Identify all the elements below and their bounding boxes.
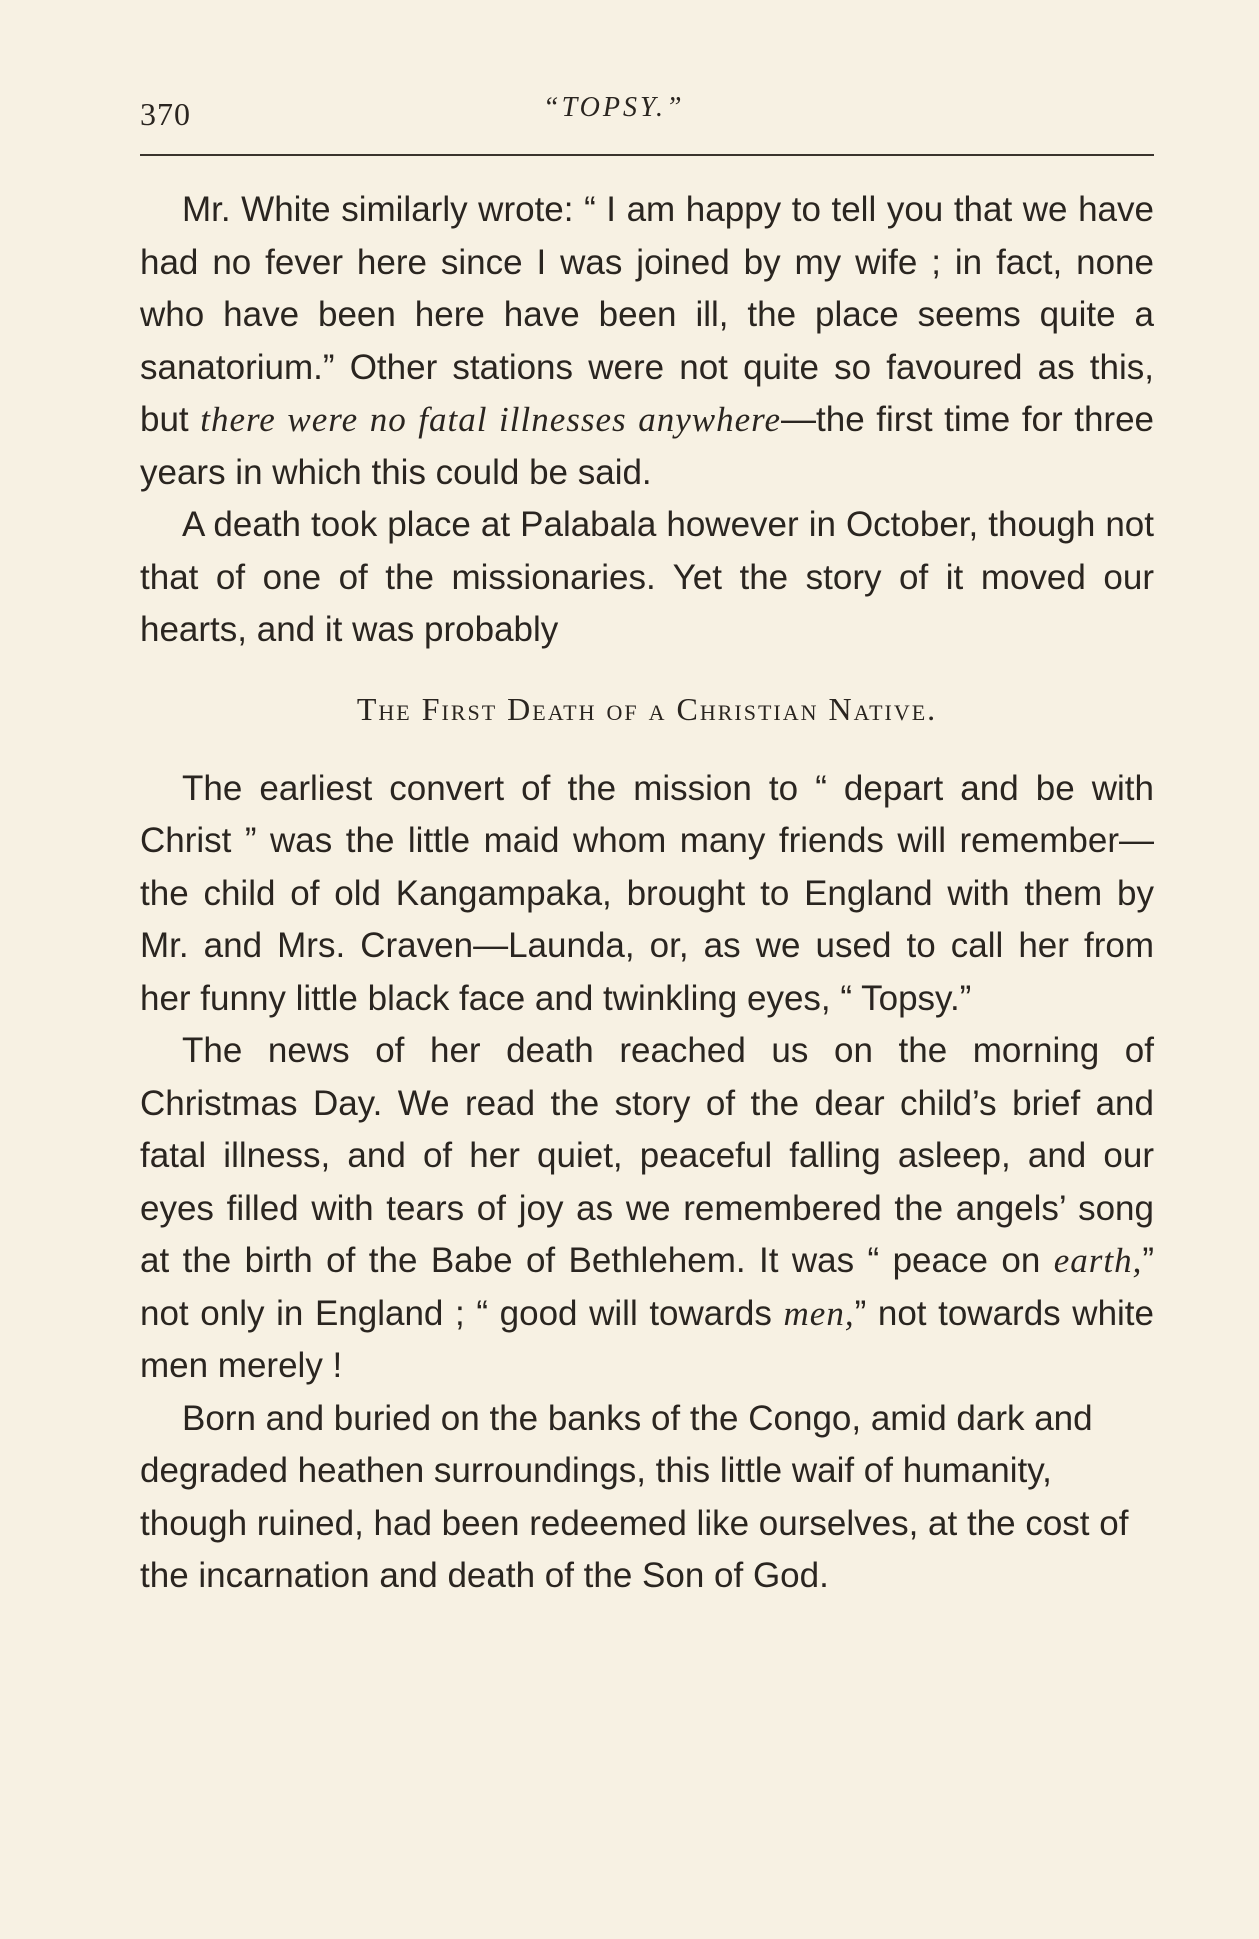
paragraph-4-emphasis-men: men,: [783, 1293, 855, 1333]
section-heading: The First Death of a Christian Native.: [356, 690, 938, 727]
paragraph-4: [140, 1025, 1154, 1393]
running-title: “TOPSY.”: [543, 92, 685, 123]
paragraph-4-text-c: ” not towards white men merely !: [140, 1293, 1154, 1385]
body-text: [140, 184, 1154, 1603]
paragraph-4-text-b: ” not only in England ; “ good will towards: [140, 1241, 1154, 1333]
paragraph-1: [140, 184, 1154, 499]
paragraph-1-text-b: —the first time for three years in which this could be said.: [140, 400, 1154, 492]
page-number: 370: [140, 96, 191, 132]
paragraph-5: Born and buried on the banks of the Congo, amid dark and degraded heathen surroundings, this little waif of humanity, though ruined, had been redeemed like ourselves, at the cost of the incarnation and death of the Son of God.: [140, 1398, 1129, 1595]
paragraph-4-text-a: The news of her death reached us on the morning of Christmas Day. We read the story of the dear child’s brief and fatal illness, and of her quiet, peaceful falling asleep, and our eyes filled with tears of joy as we remembered the angels’ song at the birth of the Babe of Bethlehem. It was “ peace on: [140, 1031, 1154, 1280]
paragraph-4-emphasis-earth: earth,: [1053, 1241, 1143, 1280]
paragraph-1-text-a: Mr. White similarly wrote: “ I am happy to tell you that we have had no fever here since I was joined by my wife ; in fact, none who have been here have been ill, the place seems quite a sanatorium.” Other stations were not quite so favoured as this, but: [140, 190, 1154, 439]
paragraph-3: The earliest convert of the mission to “ depart and be with Christ ” was the little maid whom many friends will remember—the child of old Kangampaka, brought to England with them by Mr. and Mrs. Craven—Launda, or, as we used to call her from her funny little black face and twinkling eyes, “ Topsy.”: [140, 768, 1154, 1018]
paragraph-1-emphasis: there were no fatal illnesses anywhere: [200, 400, 782, 439]
page-header: [140, 92, 1154, 136]
header-rule: [140, 154, 1154, 156]
paragraph-2: A death took place at Palabala however in October, though not that of one of the missionaries. Yet the story of it moved our hearts, and it was probably: [140, 505, 1154, 649]
